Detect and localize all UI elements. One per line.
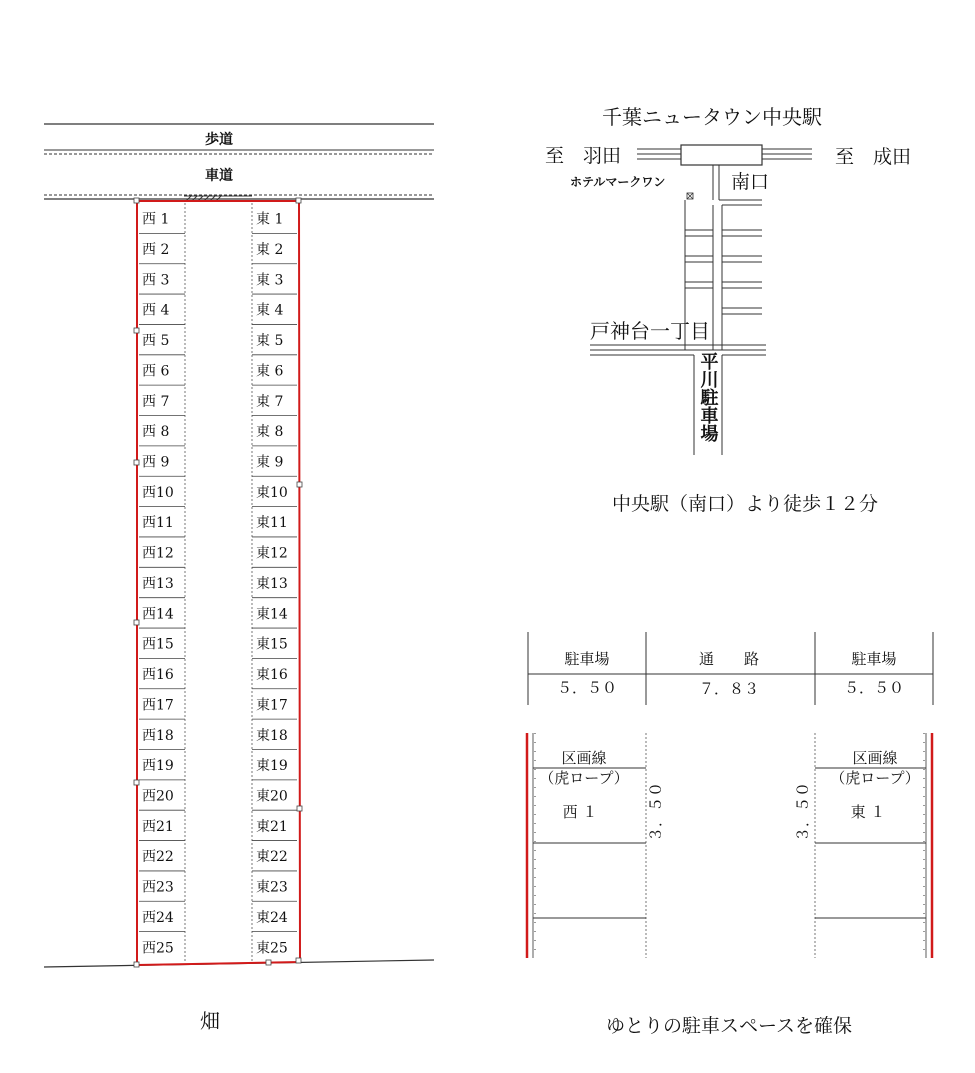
roadway-label: 車道 bbox=[205, 168, 233, 184]
west-space-25: 西25 bbox=[142, 940, 174, 957]
east-space-25: 東25 bbox=[256, 940, 288, 957]
dim-header-aisle: 通 路 bbox=[698, 650, 760, 668]
east-space-7: 東 7 bbox=[256, 393, 284, 410]
west-space-12: 西12 bbox=[142, 545, 174, 562]
west-space-3: 西 3 bbox=[142, 272, 170, 289]
detail-east-space: 東 １ bbox=[850, 803, 886, 821]
east-space-21: 東21 bbox=[256, 818, 288, 835]
west-space-5: 西 5 bbox=[142, 333, 170, 350]
detail-caption: ゆとりの駐車スペースを確保 bbox=[605, 1015, 853, 1037]
west-space-4: 西 4 bbox=[142, 302, 170, 319]
hotel-icon bbox=[687, 193, 693, 199]
west-space-17: 西17 bbox=[142, 697, 174, 714]
east-space-1: 東 1 bbox=[256, 211, 284, 228]
intersection-label: 戸神台一丁目 bbox=[590, 319, 710, 343]
rope-label-right: （虎ロープ） bbox=[830, 769, 920, 787]
east-space-13: 東13 bbox=[256, 575, 288, 592]
east-space-14: 東14 bbox=[256, 606, 288, 623]
street-grid bbox=[590, 165, 766, 455]
road-lines bbox=[44, 124, 434, 199]
east-space-5: 東 5 bbox=[256, 333, 284, 350]
east-space-3: 東 3 bbox=[256, 272, 284, 289]
east-space-24: 東24 bbox=[256, 909, 288, 926]
depth-label-left: ３．５０ bbox=[647, 781, 665, 843]
east-space-4: 東 4 bbox=[256, 302, 284, 319]
dim-value-west: ５．５０ bbox=[556, 679, 618, 697]
map-caption: 中央駅（南口）より徒歩１２分 bbox=[611, 493, 879, 515]
east-space-6: 東 6 bbox=[256, 363, 284, 380]
east-space-11: 東11 bbox=[256, 515, 288, 532]
station-name: 千葉ニュータウン中央駅 bbox=[602, 105, 822, 129]
east-space-16: 東16 bbox=[256, 667, 288, 684]
field-label: 畑 bbox=[200, 1009, 220, 1033]
west-space-18: 西18 bbox=[142, 727, 174, 744]
west-space-16: 西16 bbox=[142, 667, 174, 684]
hotel-label: ホテルマークワン bbox=[570, 175, 666, 189]
dim-value-aisle: ７．８３ bbox=[698, 680, 760, 698]
west-space-labels bbox=[142, 212, 174, 957]
east-space-10: 東10 bbox=[256, 484, 288, 501]
east-space-19: 東19 bbox=[256, 758, 288, 775]
direction-narita: 至 成田 bbox=[835, 146, 912, 168]
west-space-2: 西 2 bbox=[142, 242, 170, 259]
east-space-17: 東17 bbox=[256, 697, 288, 714]
west-space-1: 西 1 bbox=[142, 211, 170, 228]
west-space-8: 西 8 bbox=[142, 424, 170, 441]
west-space-13: 西13 bbox=[142, 575, 174, 592]
west-space-21: 西21 bbox=[142, 818, 174, 835]
west-space-24: 西24 bbox=[142, 909, 174, 926]
east-space-20: 東20 bbox=[256, 788, 288, 805]
west-space-15: 西15 bbox=[142, 636, 174, 653]
direction-haneda: 至 羽田 bbox=[545, 145, 622, 167]
west-space-22: 西22 bbox=[142, 849, 174, 866]
west-space-19: 西19 bbox=[142, 758, 174, 775]
dim-header-west: 駐車場 bbox=[564, 650, 610, 668]
east-space-2: 東 2 bbox=[256, 242, 284, 259]
east-space-9: 東 9 bbox=[256, 454, 284, 471]
marking-label-left: 区画線 bbox=[561, 749, 607, 767]
west-space-23: 西23 bbox=[142, 879, 174, 896]
sidewalk-label: 歩道 bbox=[205, 132, 233, 148]
marking-label-right: 区画線 bbox=[852, 749, 898, 767]
west-space-20: 西20 bbox=[142, 788, 174, 805]
depth-label-right: ３．５０ bbox=[794, 781, 812, 843]
parking-name-vertical: 平川駐車場 bbox=[697, 352, 719, 442]
dim-header-east: 駐車場 bbox=[851, 650, 897, 668]
east-space-15: 東15 bbox=[256, 636, 288, 653]
west-space-6: 西 6 bbox=[142, 363, 170, 380]
east-space-8: 東 8 bbox=[256, 424, 284, 441]
rope-label-left: （虎ロープ） bbox=[539, 769, 629, 787]
railway-line bbox=[637, 145, 812, 165]
west-space-14: 西14 bbox=[142, 606, 174, 623]
south-exit-label: 南口 bbox=[731, 171, 770, 193]
east-space-22: 東22 bbox=[256, 849, 288, 866]
east-space-labels bbox=[256, 211, 288, 957]
detail-west-space: 西 １ bbox=[562, 803, 598, 821]
east-space-23: 東23 bbox=[256, 879, 288, 896]
west-space-9: 西 9 bbox=[142, 454, 170, 471]
west-space-11: 西11 bbox=[142, 515, 174, 532]
west-space-10: 西10 bbox=[142, 484, 174, 501]
west-space-7: 西 7 bbox=[142, 393, 170, 410]
east-space-18: 東18 bbox=[256, 727, 288, 744]
dim-value-east: ５．５０ bbox=[843, 679, 905, 697]
east-space-12: 東12 bbox=[256, 545, 288, 562]
